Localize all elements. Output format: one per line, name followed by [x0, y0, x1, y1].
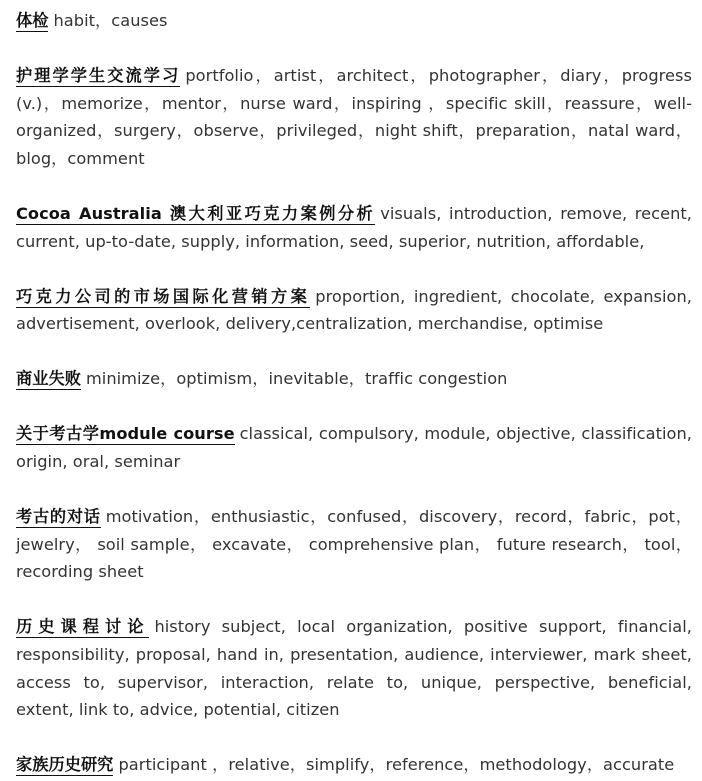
term-list: classical, compulsory, module, objective, classification, origin, oral, seminar	[16, 424, 693, 472]
topic-heading: 巧克力公司的市场国际化营销方案	[16, 286, 311, 306]
topic-heading: 考古的对话	[16, 507, 101, 527]
term-list: motivation，enthusiastic，confused，discovery，record，fabric，pot，jewelry， soil sample， excavate， comprehensive plan， future research， tool，recording sheet	[16, 507, 692, 582]
topic-heading: 关于考古学module course	[16, 424, 235, 444]
entry-history-course	[16, 613, 692, 723]
entry-archaeology-module	[16, 420, 692, 475]
term-list: participant ，relative，simplify，reference，methodology，accurate	[118, 755, 675, 775]
topic-heading: 历史课程讨论	[16, 617, 150, 637]
entry-cocoa-australia	[16, 200, 692, 255]
term-list: habit，causes	[53, 11, 168, 30]
term-list: visuals, introduction, remove, recent, current, up-to-date, supply, information, seed, superior, nutrition, affordable,	[16, 203, 692, 251]
term-list: portfolio，artist，architect，photographer，diary，progress (v.)，memorize，mentor，nurse ward，inspiring ，specific skill，reassure，well-organized，surgery，observe，privileged，night shift，preparation，natal ward，blog，comment	[16, 66, 692, 168]
term-list: history subject, local organization, positive support, financial, responsibility, proposal, hand in, presentation, audience, interviewer, mark sheet, access to, supervisor, interaction, relate to, unique, perspective, beneficial, extent, link to, advice, potential, citizen	[16, 617, 692, 720]
term-list: minimize，optimism，inevitable，traffic congestion	[85, 369, 508, 389]
entry-archaeology-dialogue	[16, 503, 692, 586]
topic-heading: 体检	[16, 11, 49, 30]
topic-heading: 家族历史研究	[16, 755, 114, 775]
topic-heading: 商业失败	[16, 369, 81, 389]
entry-family-history	[16, 751, 692, 779]
entry-nursing-student-exchange	[16, 62, 692, 172]
term-list: proportion, ingredient, chocolate, expansion, advertisement, overlook, delivery,centralization, merchandise, optimise	[16, 286, 692, 334]
entry-chocolate-marketing	[16, 283, 692, 338]
entry-health-check	[16, 7, 692, 35]
topic-heading: Cocoa Australia 澳大利亚巧克力案例分析	[16, 203, 376, 223]
entry-business-failure	[16, 365, 692, 393]
topic-heading: 护理学学生交流学习	[16, 66, 181, 86]
